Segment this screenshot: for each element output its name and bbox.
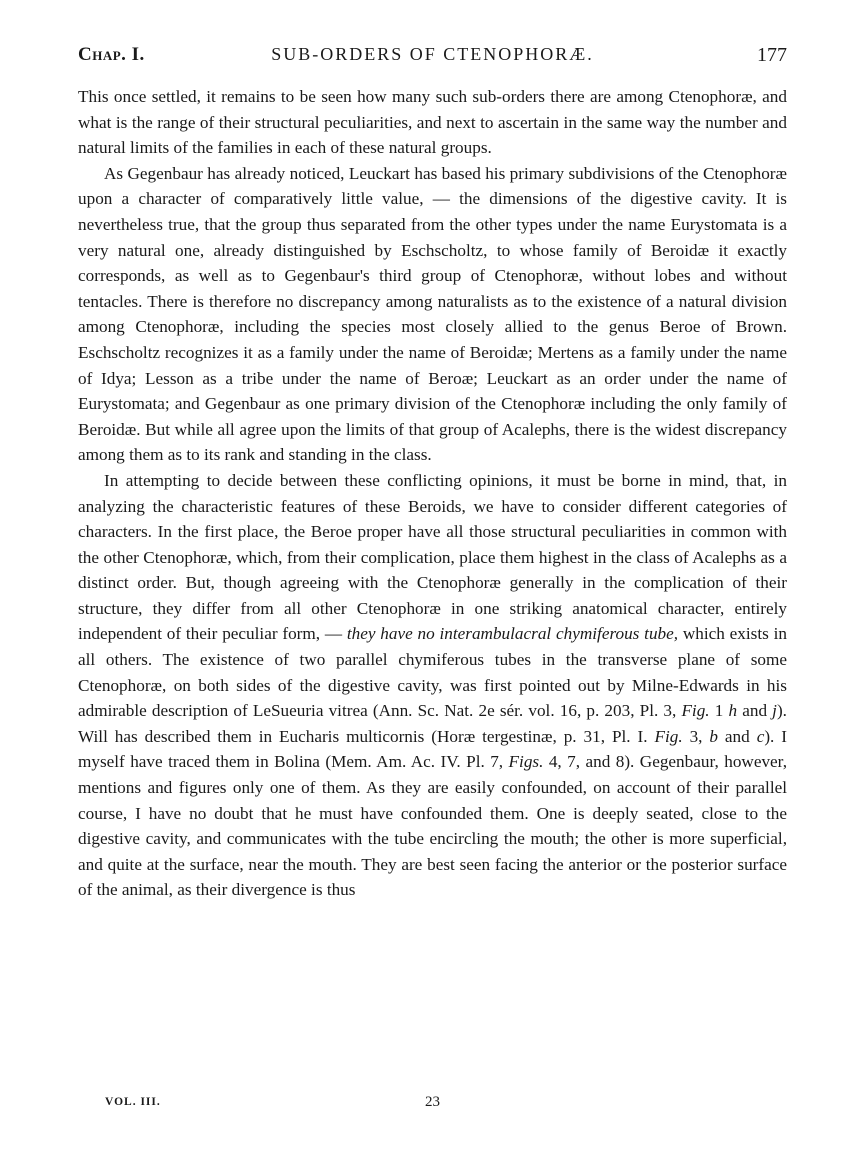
volume-label: VOL. III.	[105, 1096, 161, 1108]
text-run: 4, 7, and 8). Gegenbaur, however, mentions and figures only one of them. As they are easily confounded, on account of their parallel course, I have no doubt that he must have confounded them. One is deeply seated, close to the digestive cavity, and communicates with the tube encircling the mouth; the other is more superficial, and quite at the surface, near the mouth. They are best seen facing the anterior or the posterior surface of the animal, as their divergence is thus	[78, 752, 788, 900]
italic-text: Fig.	[681, 701, 710, 721]
running-title: SUB-ORDERS OF CTENOPHORÆ.	[271, 44, 594, 64]
text-run: which exists in all others. The existence of two parallel chymiferous tubes in the transverse plane of some Ctenophoræ, on both sides of the digestive cavity, was first pointed out by Milne-Edwards in his admirable description of LeSueuria vitrea (Ann. Sc. Nat. 2e sér. vol. 16, p. 203, Pl. 3,	[78, 624, 787, 721]
italic-text: b	[709, 726, 718, 746]
signature-mark: 23	[425, 1094, 440, 1110]
paragraph	[78, 468, 787, 903]
italic-text: c	[756, 726, 765, 746]
chapter-label: Chap. I.	[78, 44, 145, 65]
text-run: 1	[709, 701, 729, 721]
italic-text: Fig.	[654, 726, 683, 746]
italic-text: j	[772, 701, 777, 721]
italic-text: Figs.	[508, 752, 544, 772]
text-run: 3,	[682, 726, 710, 746]
text-run: ). Will has described them in Eucharis multicornis (Horæ tergestinæ, p. 31, Pl. I.	[78, 701, 787, 746]
paragraph	[78, 161, 787, 468]
text-run: and	[718, 726, 757, 746]
text-run: This once settled, it remains to be seen how many such sub-orders there are among Ctenophoræ, and what is the range of their structural peculiarities, and next to ascertain in the same way the number and natural limits of the families in each of these natural groups.	[78, 87, 787, 158]
text-run: In attempting to decide between these conflicting opinions, it must be borne in mind, that, in analyzing the characteristic features of these Beroids, we have to consider different categories of characters. In the first place, the Beroe proper have all those structural peculiarities in common with the other Ctenophoræ, which, from their complication, place them highest in the class of Acalephs as a distinct order. But, though agreeing with the Ctenophoræ generally in the complication of their structure, they differ from all other Ctenophoræ in one striking anatomical character, entirely independent of their peculiar form, —	[78, 470, 787, 644]
body-text	[78, 84, 787, 903]
text-run: As Gegenbaur has already noticed, Leuckart has based his primary subdivisions of the Ctenophoræ upon a character of comparatively little value, — the dimensions of the digestive cavity. It is nevertheless true, that the group thus separated from the other types under the name Eurystomata is a very natural one, already distinguished by Eschscholtz, to whose family of Beroidæ it exactly corresponds, as well as to Gegenbaur's third group of Ctenophoræ, without lobes and without tentacles. There is therefore no discrepancy among naturalists as to the existence of a natural division among Ctenophoræ, including the species most closely allied to the genus Beroe of Brown. Eschscholtz recognizes it as a family under the name of Beroidæ; Mertens as a family under the name of Idya; Lesson as a tribe under the name of Beroæ; Leuckart as an order under the name of Eurystomata; and Gegenbaur as one primary division of the Ctenophoræ including the only family of Beroidæ. But while all agree upon the limits of that group of Acalephs, there is the widest discrepancy among them as to its rank and standing in the class.	[78, 163, 787, 465]
page-footer	[78, 1096, 787, 1116]
italic-text: h	[728, 701, 738, 721]
paragraph	[78, 84, 787, 161]
running-header	[78, 44, 787, 74]
text-run: and	[737, 701, 773, 721]
page-number: 177	[757, 44, 787, 66]
text-run: ). I myself have traced them in Bolina (Mem. Am. Ac. IV. Pl. 7,	[78, 726, 788, 772]
italic-text: they have no interambulacral chymiferous tube,	[346, 624, 679, 644]
